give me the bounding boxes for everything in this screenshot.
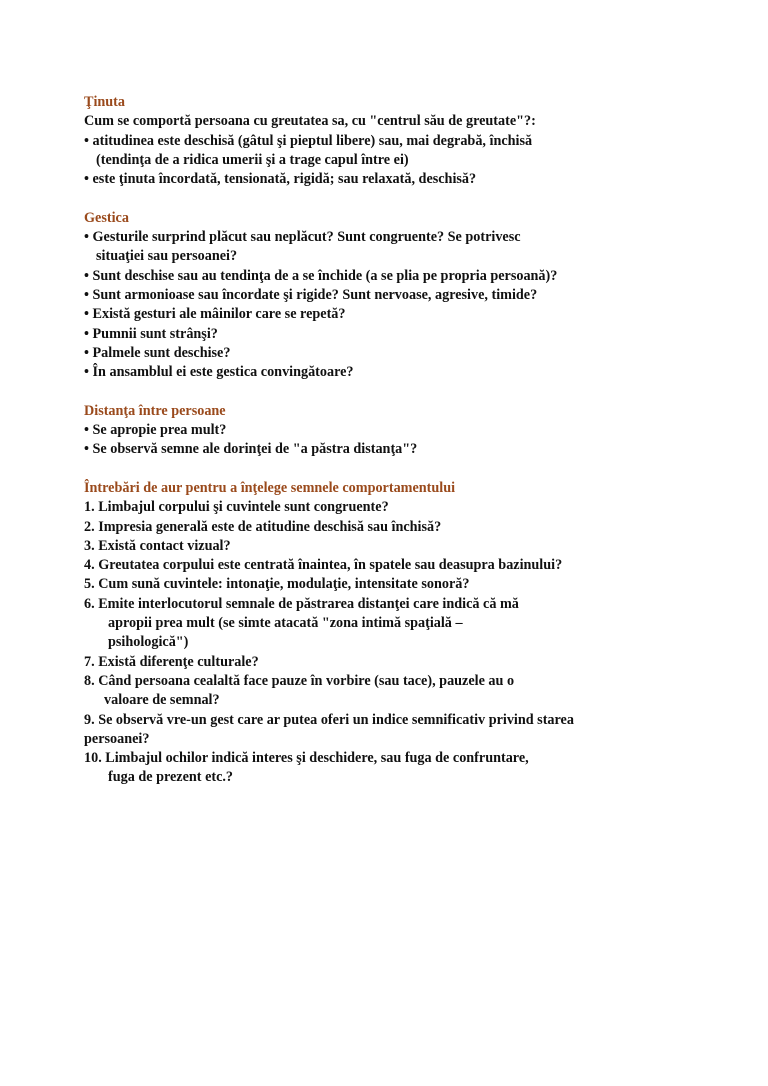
document-page [84, 93, 724, 788]
gestica-bullet: • În ansamblul ei este gestica convingătoare? [84, 364, 354, 381]
distanta-bullet: • Se apropie prea mult? [84, 422, 227, 439]
section-heading-distanta: Distanţa între persoane [84, 402, 226, 419]
gestica-bullet-continuation: situaţiei sau persoanei? [96, 248, 238, 265]
question-item: 4. Greutatea corpului este centrată înaintea, în spatele sau deasupra bazinului? [84, 557, 563, 574]
tinuta-line: Cum se comportă persoana cu greutatea sa, cu "centrul său de greutate"?: [84, 113, 536, 130]
tinuta-bullet-continuation: (tendinţa de a ridica umerii şi a trage capul între ei) [96, 151, 409, 168]
question-item: 6. Emite interlocutorul semnale de păstrarea distanţei care indică că mă [84, 595, 519, 612]
section-spacer [84, 382, 724, 401]
question-continuation: valoare de semnal? [104, 692, 220, 709]
section-heading-gestica: Gestica [84, 209, 129, 226]
tinuta-bullet: • atitudinea este deschisă (gâtul şi pieptul libere) sau, mai degrabă, închisă [84, 132, 533, 149]
question-continuation: persoanei? [84, 730, 150, 747]
question-item: 9. Se observă vre-un gest care ar putea oferi un indice semnificativ privind starea [84, 711, 574, 728]
section-spacer [84, 189, 724, 208]
gestica-bullet: • Palmele sunt deschise? [84, 344, 231, 361]
question-continuation: psihologică") [108, 634, 189, 651]
question-item: 5. Cum sună cuvintele: intonaţie, modulaţie, intensitate sonoră? [84, 576, 470, 593]
question-item: 7. Există diferenţe culturale? [84, 653, 259, 670]
question-continuation: apropii prea mult (se simte atacată "zona intimă spaţială – [108, 615, 463, 632]
section-spacer [84, 460, 724, 479]
question-continuation: fuga de prezent etc.? [108, 769, 234, 786]
section-heading-tinuta: Ţinuta [84, 94, 126, 110]
gestica-bullet: • Sunt armonioase sau încordate şi rigide? Sunt nervoase, agresive, timide? [84, 286, 538, 303]
question-item: 2. Impresia generală este de atitudine deschisă sau închisă? [84, 518, 442, 535]
distanta-bullet: • Se observă semne ale dorinţei de "a păstra distanţa"? [84, 441, 418, 458]
question-item: 8. Când persoana cealaltă face pauze în vorbire (sau tace), pauzele au o [84, 672, 515, 689]
question-item: 10. Limbajul ochilor indică interes şi deschidere, sau fuga de confruntare, [84, 750, 529, 767]
gestica-bullet: • Gesturile surprind plăcut sau neplăcut? Sunt congruente? Se potrivesc [84, 229, 521, 246]
gestica-bullet: • Sunt deschise sau au tendinţa de a se închide (a se plia pe propria persoană)? [84, 267, 558, 284]
gestica-bullet: • Există gesturi ale mâinilor care se repetă? [84, 306, 346, 323]
section-heading-intrebari: Întrebări de aur pentru a înţelege semnele comportamentului [84, 479, 456, 496]
question-item: 1. Limbajul corpului şi cuvintele sunt congruente? [84, 499, 389, 516]
gestica-bullet: • Pumnii sunt strânşi? [84, 325, 218, 342]
tinuta-bullet: • este ţinuta încordată, tensionată, rigidă; sau relaxată, deschisă? [84, 171, 477, 188]
question-item: 3. Există contact vizual? [84, 537, 231, 554]
